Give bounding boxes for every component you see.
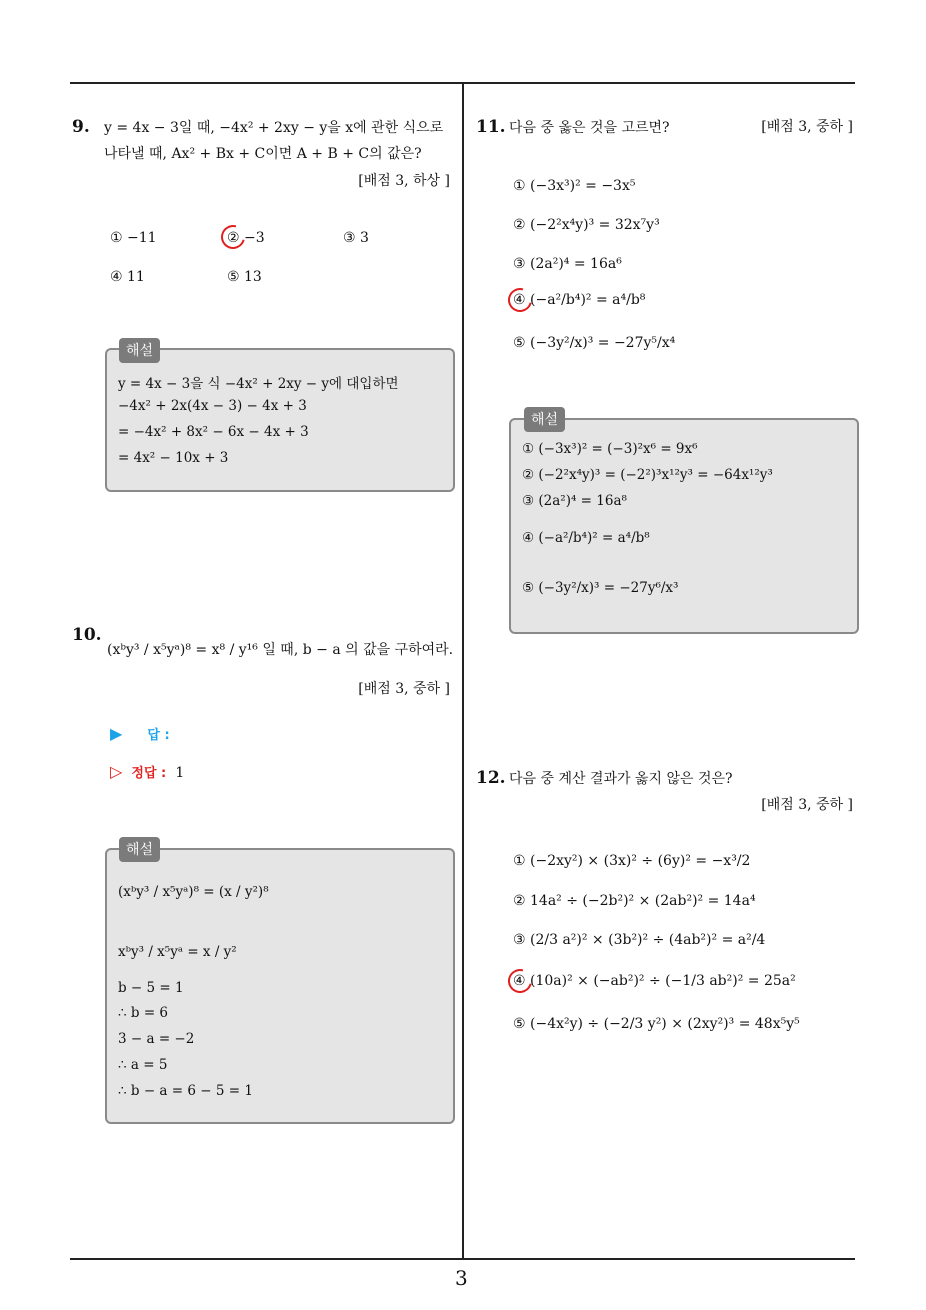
q9-choice-1[interactable]: ① −11 [110,230,157,246]
q9-solution-box [105,348,455,492]
q10-answer-row [110,724,170,743]
q9-answer-mark-icon [217,221,250,254]
play-arrow-icon: ▶ [110,724,123,743]
q10-solution-line: ∴ b − a = 6 − 5 = 1 [118,1083,253,1099]
q11-solution-line: ③ (2a²)⁴ = 16a⁸ [522,493,627,509]
q12-choice-3[interactable]: ③ (2/3 a²)² × (3b²)² ÷ (4ab²)² = a²/4 [513,932,766,948]
q10-solution-line: b − 5 = 1 [118,980,184,996]
q10-number: 10. [72,625,102,645]
q9-solution-line: = 4x² − 10x + 3 [118,450,229,466]
q10-solution-line: xᵇy³ / x⁵yᵃ = x / y² [118,944,237,960]
q11-question: 다음 중 옳은 것을 고르면? [509,120,670,136]
q9-score: [배점 3, 하상 ] [358,173,450,189]
q11-solution-tag: 해설 [524,407,565,432]
page-number: 3 [455,1266,468,1290]
q11-solution-line: ① (−3x³)² = (−3)²x⁶ = 9x⁶ [522,441,698,457]
q9-choice-5[interactable]: ⑤ 13 [227,269,262,285]
q12-choice-2[interactable]: ② 14a² ÷ (−2b²)² × (2ab²)² = 14a⁴ [513,893,756,909]
q12-choice-5[interactable]: ⑤ (−4x²y) ÷ (−2/3 y²) × (2xy²)³ = 48x⁵y⁵ [513,1016,800,1032]
q12-number: 12. [476,768,506,788]
q11-number: 11. [476,117,506,137]
q9-solution-line: −4x² + 2x(4x − 3) − 4x + 3 [118,398,307,414]
q10-correct-row [110,762,184,781]
q10-solution-line: (xᵇy³ / x⁵yᵃ)⁸ = (x / y²)⁸ [118,884,269,900]
q11-solution-line: ④ (−a²/b⁴)² = a⁴/b⁸ [522,530,650,546]
q9-number: 9. [72,117,90,137]
q9-question-line1: y = 4x − 3일 때, −4x² + 2xy − y을 x에 관한 식으로 [104,120,444,136]
q12-choice-4[interactable]: ④ (10a)² × (−ab²)² ÷ (−1/3 ab²)² = 25a² [513,973,796,989]
q10-solution-tag: 해설 [119,837,160,862]
q10-score: [배점 3, 중하 ] [358,681,450,697]
q10-question: (xᵇy³ / x⁵yᵃ)⁸ = x⁸ / y¹⁶ 일 때, b − a 의 값을 구하여라. [107,642,454,658]
q11-score: [배점 3, 중하 ] [761,119,853,135]
q12-choice-1[interactable]: ① (−2xy²) × (3x)² ÷ (6y)² = −x³/2 [513,853,751,869]
q10-correct-value: 1 [175,765,185,781]
q12-score: [배점 3, 중하 ] [761,797,853,813]
q10-correct-label: 정답 : [131,766,167,781]
q11-choice-5[interactable]: ⑤ (−3y²/x)³ = −27y⁵/x⁴ [513,335,676,351]
q11-choice-1[interactable]: ① (−3x³)² = −3x⁵ [513,178,636,194]
q11-choice-4[interactable]: ④ (−a²/b⁴)² = a⁴/b⁸ [513,292,646,308]
outline-arrow-icon: ▷ [110,762,123,781]
q9-solution-tag: 해설 [119,338,160,363]
q9-choice-3[interactable]: ③ 3 [343,230,369,246]
q12-answer-mark-icon [504,965,537,998]
q10-answer-label: 답 : [147,728,170,743]
q9-solution-line: = −4x² + 8x² − 6x − 4x + 3 [118,424,309,440]
q12-question: 다음 중 계산 결과가 옳지 않은 것은? [509,771,733,787]
bottom-rule [70,1258,855,1260]
q10-solution-line: ∴ b = 6 [118,1005,169,1021]
q11-choice-3[interactable]: ③ (2a²)⁴ = 16a⁶ [513,256,622,272]
q11-answer-mark-icon [504,284,537,317]
q11-solution-line: ② (−2²x⁴y)³ = (−2²)³x¹²y³ = −64x¹²y³ [522,467,773,483]
q11-choice-2[interactable]: ② (−2²x⁴y)³ = 32x⁷y³ [513,217,660,233]
q10-solution-line: ∴ a = 5 [118,1057,168,1073]
q9-question-line2: 나타낼 때, Ax² + Bx + C이면 A + B + C의 값은? [104,146,422,162]
q9-choice-2[interactable]: ② −3 [227,230,265,246]
q11-solution-line: ⑤ (−3y²/x)³ = −27y⁶/x³ [522,580,679,596]
q10-solution-line: 3 − a = −2 [118,1031,195,1047]
center-divider [462,84,464,1259]
q9-choice-4[interactable]: ④ 11 [110,269,145,285]
q9-solution-line: y = 4x − 3을 식 −4x² + 2xy − y에 대입하면 [118,376,399,392]
